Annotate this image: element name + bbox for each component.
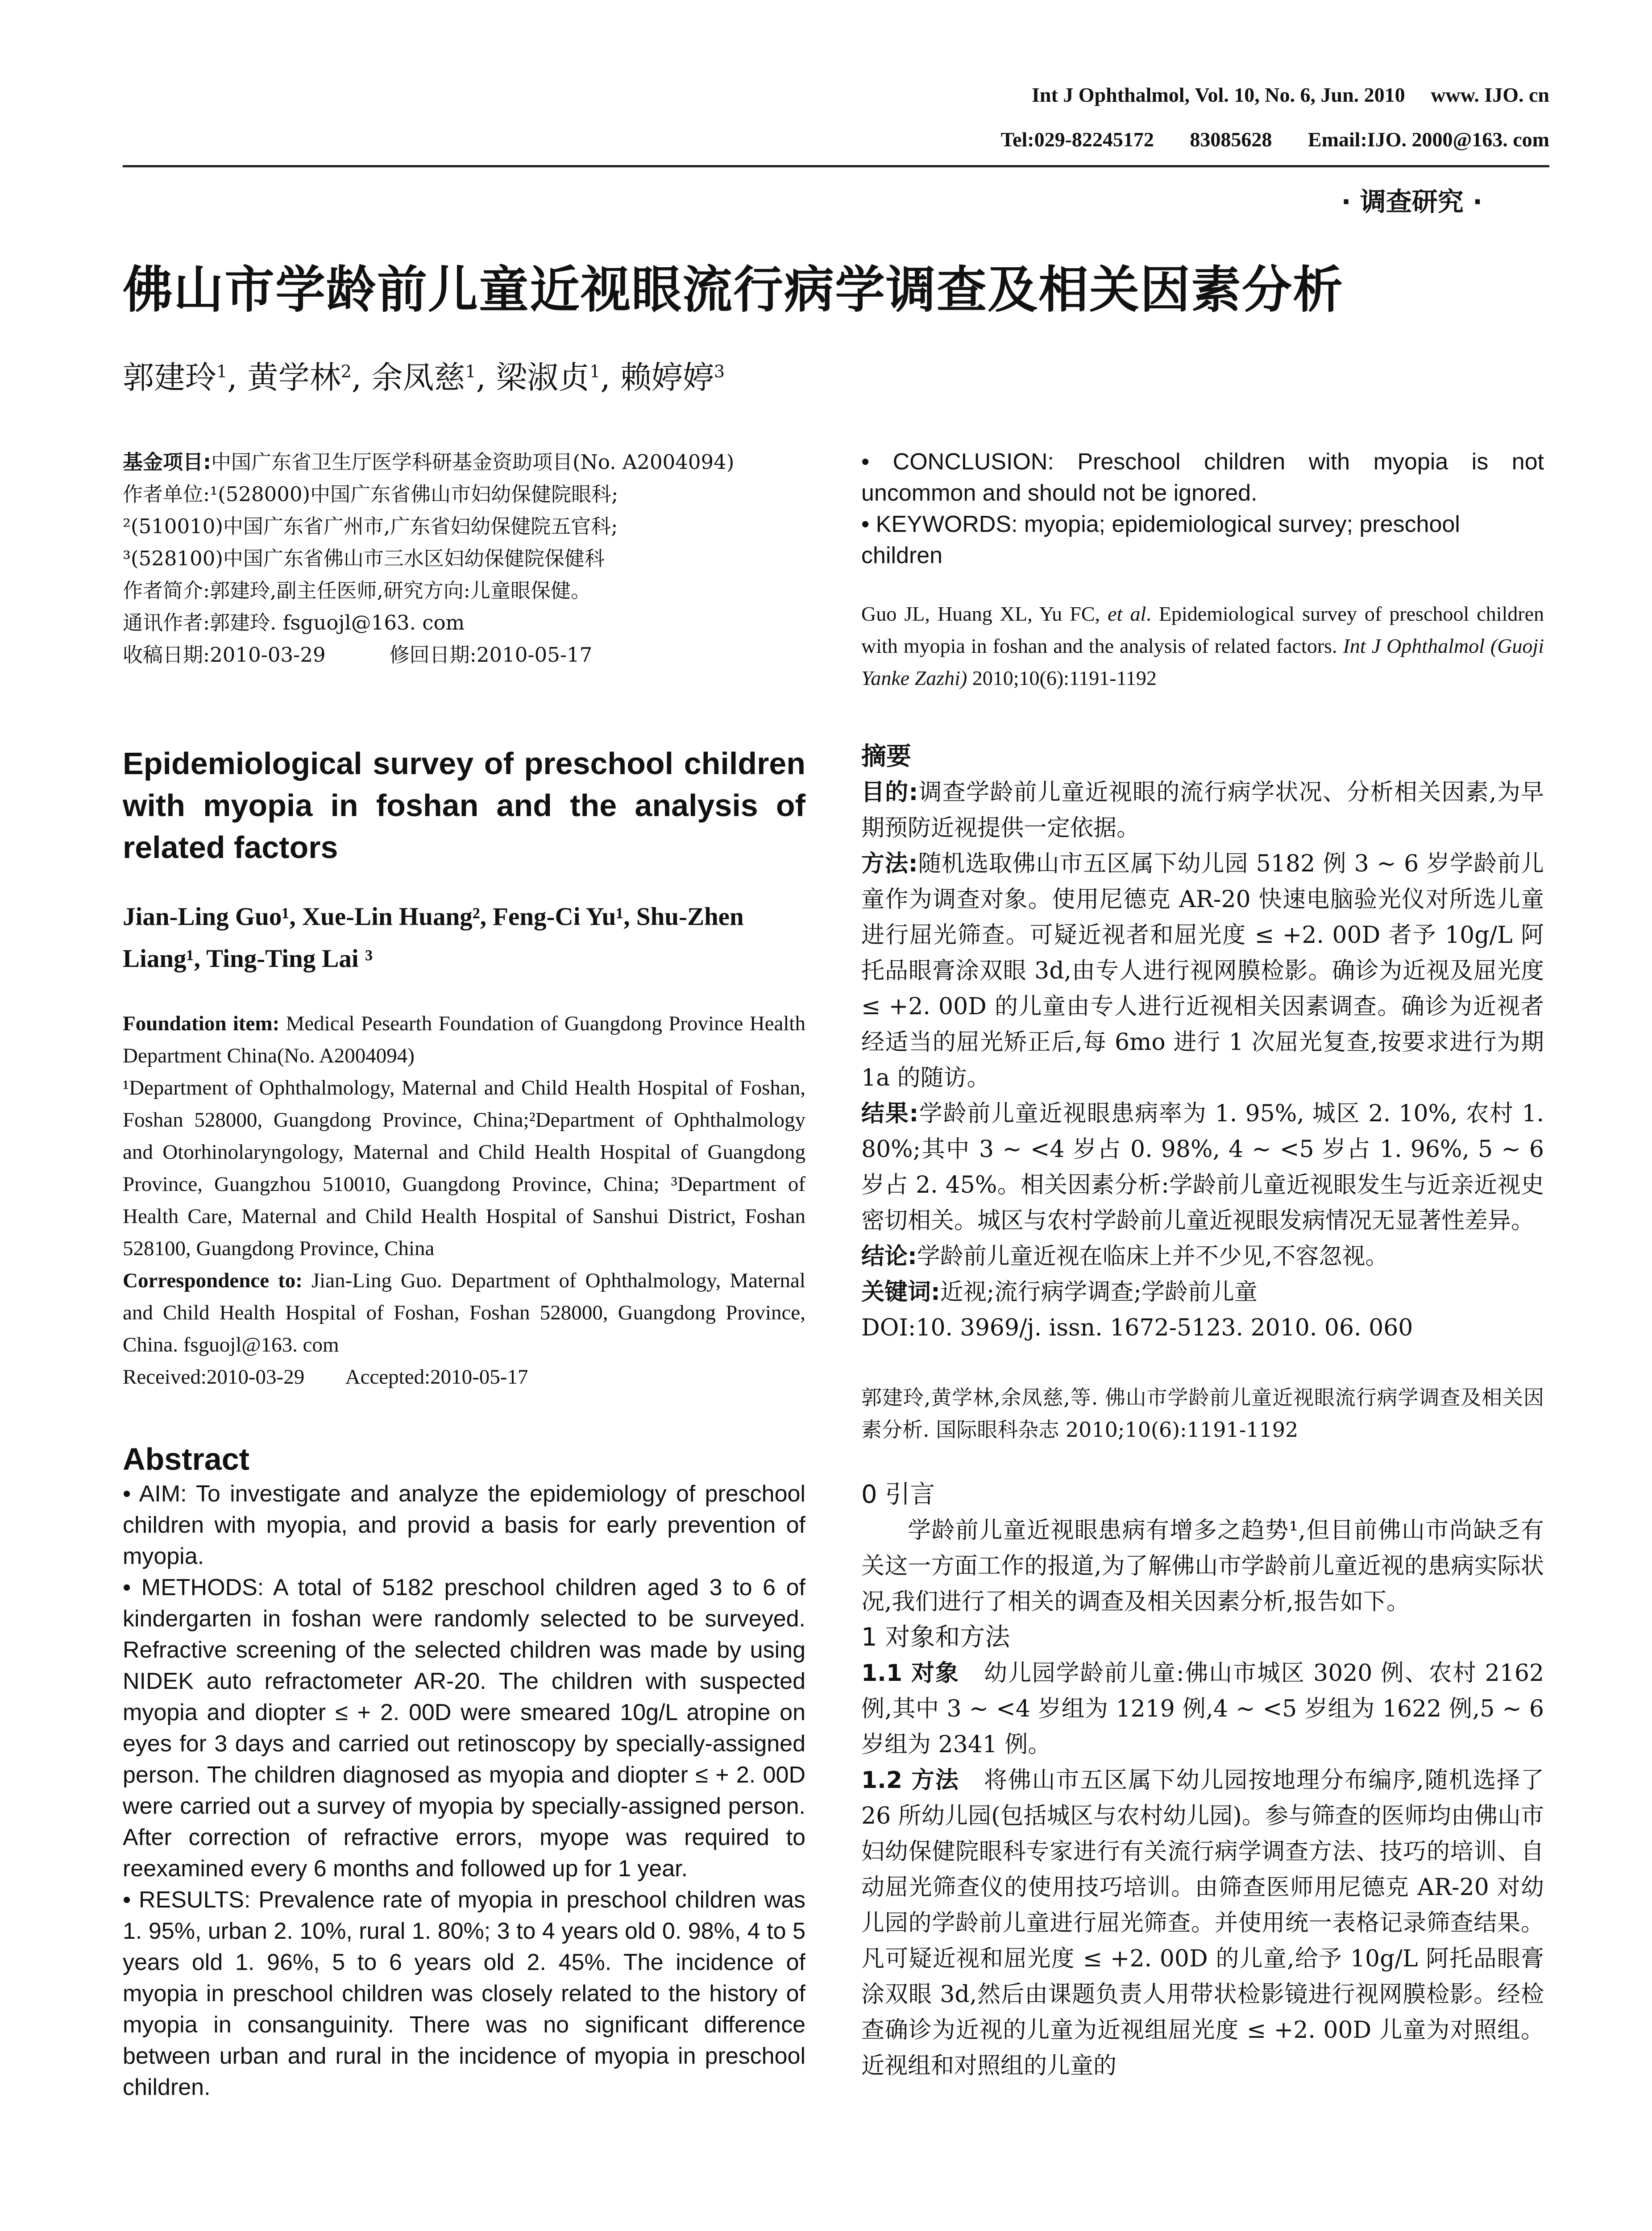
author-separator: , — [476, 359, 486, 396]
cn-aim-text: 调查学龄前儿童近视眼的流行病学状况、分析相关因素,为早期预防近视提供一定依据。 — [861, 779, 1544, 842]
methods-heading: 1 对象和方法 — [861, 1623, 1010, 1652]
unit-2: ²(510010)中国广东省广州市,广东省妇幼保健院五官科; — [123, 514, 618, 538]
author-separator: , — [600, 359, 610, 396]
citation-etal: et al — [1108, 602, 1146, 625]
intro-heading: 0 引言 — [861, 1480, 935, 1509]
journal-email: Email:IJO. 2000@163. com — [1307, 128, 1549, 151]
method-paragraph — [861, 1762, 1544, 2084]
journal-tel: Tel:029-82245172 — [1000, 128, 1154, 151]
corr-text: 郭建玲. fsguojl@163. com — [210, 611, 465, 634]
cn-keywords-text: 近视;流行病学调查;学龄前儿童 — [940, 1279, 1258, 1306]
author-name: 余凤慈 — [371, 359, 465, 396]
cn-keywords-label: 关键词: — [861, 1279, 940, 1306]
results-label: • RESULTS: — [123, 1887, 251, 1913]
correspondence-text: Jian-Ling Guo. Department of Ophthalmology, Maternal and Child Health Hospital of Foshan, Foshan 528000, Guangdong Province, China. fsguojl@163. com — [123, 1269, 805, 1356]
right-column — [861, 446, 1544, 2084]
doi: DOI:10. 3969/j. issn. 1672-5123. 2010. 06. 060 — [861, 1315, 1413, 1341]
author-affiliation-mark: 1 — [589, 361, 601, 382]
abstract-heading: Abstract — [123, 1442, 249, 1476]
chinese-title: 佛山市学龄前儿童近视眼流行病学调查及相关因素分析 — [123, 261, 1344, 319]
fund-label: 基金项目: — [123, 450, 211, 474]
chinese-authors — [123, 352, 725, 398]
abstract-aim — [123, 1478, 805, 1572]
author-name: 赖婷婷 — [620, 359, 714, 396]
corr-label: 通讯作者: — [123, 611, 210, 634]
method-label: 1.2 方法 — [861, 1767, 959, 1794]
author-separator: , — [351, 359, 362, 396]
body-text — [861, 1477, 1544, 2084]
revised-date: 修回日期:2010-05-17 — [389, 643, 593, 667]
cn-conclusion-label: 结论: — [861, 1243, 917, 1270]
journal-date: Jun. 2010 — [1320, 83, 1405, 106]
cn-abstract-methods — [861, 846, 1544, 1096]
author-affiliation-mark: 1 — [216, 361, 228, 382]
bio-label: 作者简介: — [123, 579, 210, 602]
conclusion-text: Preschool children with myopia is not uncommon and should not be ignored. — [861, 449, 1544, 506]
citation-volume: 2010;10(6):1191-1192 — [972, 667, 1157, 689]
abstract-keywords — [861, 509, 1544, 571]
fund-text: 中国广东省卫生厅医学科研基金资助项目(No. A2004094) — [211, 450, 735, 474]
affiliations: ¹Department of Ophthalmology, Maternal and Child Health Hospital of Foshan, Foshan 528000, Guangdong Province, China;²Department of Ophthalmology and Otorhinolaryngology, Maternal and Child Health Hospital of Guangdong Province, Guangzhou 510010, Guangdong Province, China; ³Department of Health Care, Maternal and Child Health Hospital of Sanshui District, Foshan 528100, Guangdong Province, China — [123, 1076, 805, 1260]
cn-conclusion-text: 学龄前儿童近视在临床上并不少见,不容忽视。 — [917, 1243, 1389, 1270]
header-rule — [123, 165, 1549, 167]
journal-website: www. IJO. cn — [1431, 83, 1549, 106]
abstract-methods — [123, 1572, 805, 1884]
bio-text: 郭建玲,副主任医师,研究方向:儿童眼保健。 — [210, 579, 591, 602]
keywords-label: • KEYWORDS: — [861, 511, 1018, 537]
author-name: 郭建玲 — [123, 359, 216, 396]
correspondence-label: Correspondence to: — [123, 1269, 303, 1292]
results-text: Prevalence rate of myopia in preschool children was 1. 95%, urban 2. 10%, rural 1. 80%; 3 to 4 years old 0. 98%, 4 to 5 years old 1. 96%, 5 to 6 years old 2. 45%. The incidence of myopia in preschool children was closely related to the history of myopia in consanguinity. There was no significant difference between urban and rural in the incidence of myopia in preschool children. — [123, 1887, 805, 2100]
journal-name: Int J Ophthalmol — [1031, 83, 1185, 106]
section-tag: · 调查研究 · — [1341, 187, 1482, 217]
methods-text: A total of 5182 preschool children aged 3 to 6 of kindergarten in foshan were randomly selected to be surveyed. Refractive screening of the selected children was made by using NIDEK auto refractometer AR-20. The children with suspected myopia and diopter ≤ + 2. 00D were smeared 10g/L atropine on eyes for 3 days and carried out retinoscopy by specially-assigned person. The children diagnosed as myopia and diopter ≤ + 2. 00D were carried out a survey of myopia by specially-assigned person. After correction of refractive errors, myope was required to reexamined every 6 months and followed up for 1 year. — [123, 1575, 805, 1882]
cn-abstract-conclusion — [861, 1239, 1544, 1274]
cn-aim-label: 目的: — [861, 779, 918, 806]
subjects-text: 幼儿园学龄前儿童:佛山市城区 3020 例、农村 2162 例,其中 3 ~ <4 岁组为 1219 例,4 ~ <5 岁组为 1622 例,5 ~ 6 岁组为 2341 例。 — [861, 1660, 1544, 1758]
subjects-paragraph — [861, 1655, 1544, 1762]
chinese-citation: 郭建玲,黄学林,余凤慈,等. 佛山市学龄前儿童近视眼流行病学调查及相关因素分析. 国际眼科杂志 2010;10(6):1191-1192 — [861, 1385, 1544, 1442]
chinese-front-matter — [123, 446, 805, 671]
journal-number: No. 6 — [1265, 83, 1311, 106]
chinese-abstract-heading: 摘要 — [861, 742, 911, 771]
cn-methods-label: 方法: — [861, 850, 918, 877]
units-label: 作者单位: — [123, 482, 210, 506]
conclusion-label: • CONCLUSION: — [861, 449, 1054, 475]
english-front-matter — [123, 1008, 805, 1393]
intro-paragraph: 学龄前儿童近视眼患病有增多之趋势¹,但目前佛山市尚缺乏有关这一方面工作的报道,为了解佛山市学龄前儿童近视的患病实际状况,我们进行了相关的调查及相关因素分析,报告如下。 — [861, 1517, 1544, 1615]
cn-abstract-aim — [861, 775, 1544, 846]
aim-label: • AIM: — [123, 1481, 187, 1507]
cn-abstract-keywords — [861, 1274, 1544, 1310]
left-column — [123, 446, 805, 2103]
author-name: 梁淑贞 — [496, 359, 590, 396]
cn-abstract-results — [861, 1096, 1544, 1239]
unit-3: ³(528100)中国广东省佛山市三水区妇幼保健院保健科 — [123, 547, 605, 570]
author-separator: , — [227, 359, 237, 396]
keywords-text: myopia; epidemiological survey; preschool children — [861, 511, 1460, 568]
received-en: Received:2010-03-29 — [123, 1365, 305, 1389]
author-affiliation-mark: 2 — [340, 361, 352, 382]
journal-volume: Vol. 10 — [1195, 83, 1255, 106]
english-citation — [861, 598, 1544, 694]
author-affiliation-mark: 1 — [465, 361, 476, 382]
citation-journal: Int J Ophthalmol (Guoji Yanke Zazhi) — [861, 634, 1544, 689]
author-affiliation-mark: 3 — [714, 361, 725, 382]
cn-results-label: 结果: — [861, 1100, 919, 1127]
aim-text: To investigate and analyze the epidemiology of preschool children with myopia, and provid a basis for early prevention of myopia. — [123, 1481, 805, 1569]
cn-results-text: 学龄前儿童近视眼患病率为 1. 95%, 城区 2. 10%, 农村 1. 80%;其中 3 ~ <4 岁占 0. 98%, 4 ~ <5 岁占 1. 96%, 5 ~ 6 岁占 2. 45%。相关因素分析:学龄前儿童近视眼发生与近亲近视史密切相关。城区与农村学龄前儿童近视眼发病情况无显著性差异。 — [861, 1100, 1544, 1234]
method-text: 将佛山市五区属下幼儿园按地理分布编序,随机选择了 26 所幼儿园(包括城区与农村幼儿园)。参与筛查的医师均由佛山市妇幼保健院眼科专家进行有关流行病学调查方法、技巧的培训、自动屈光筛查仪的使用技巧培训。由筛查医师用尼德克 AR-20 对幼儿园的学龄前儿童进行屈光筛查。并使用统一表格记录筛查结果。凡可疑近视和屈光度 ≤ +2. 00D 的儿童,给予 10g/L 阿托品眼膏涂双眼 3d,然后由课题负责人用带状检影镜进行视网膜检影。经检查确诊为近视的儿童为近视组屈光度 ≤ +2. 00D 儿童为对照组。近视组和对照组的儿童的 — [861, 1767, 1544, 2079]
journal-header-line1: Int J Ophthalmol, Vol. 10, No. 6, Jun. 2010 www. IJO. cn — [1032, 80, 1549, 110]
english-authors: Jian-Ling Guo¹, Xue-Lin Huang², Feng-Ci Yu¹, Shu-Zhen Liang¹, Ting-Ting Lai ³ — [123, 903, 744, 973]
cn-methods-text: 随机选取佛山市五区属下幼儿园 5182 例 3 ~ 6 岁学龄前儿童作为调查对象。使用尼德克 AR-20 快速电脑验光仪对所选儿童进行屈光筛查。可疑近视者和屈光度 ≤ +2. 00D 者予 10g/L 阿托品眼膏涂双眼 3d,由专人进行视网膜检影。确诊为近视及屈光度 ≤ +2. 00D 的儿童由专人进行近视相关因素调查。确诊为近视者经适当的屈光矫正后,每 6mo 进行 1 次屈光复查,按要求进行为期 1a 的随访。 — [861, 850, 1544, 1091]
foundation-label: Foundation item: — [123, 1012, 280, 1035]
methods-label: • METHODS: — [123, 1575, 264, 1601]
journal-header-line2 — [1001, 125, 1549, 154]
abstract-conclusion — [861, 446, 1544, 509]
abstract-results — [123, 1884, 805, 2103]
subjects-label: 1.1 对象 — [861, 1660, 959, 1687]
accepted-en: Accepted:2010-05-17 — [345, 1365, 528, 1389]
foundation-text: Medical Pesearth Foundation of Guangdong Province Health Department China(No. A2004094) — [123, 1012, 805, 1067]
english-title: Epidemiological survey of preschool children with myopia in foshan and the analysis of related factors — [123, 746, 805, 865]
citation-authors: Guo JL, Huang XL, Yu FC, — [861, 602, 1100, 625]
author-name: 黄学林 — [247, 359, 341, 396]
unit-1: ¹(528000)中国广东省佛山市妇幼保健院眼科; — [210, 482, 618, 506]
received-date: 收稿日期:2010-03-29 — [123, 643, 326, 667]
journal-tel2: 83085628 — [1190, 128, 1272, 151]
citation-title: . Epidemiological survey of preschool children with myopia in foshan and the analysis of related factors. — [861, 602, 1544, 657]
